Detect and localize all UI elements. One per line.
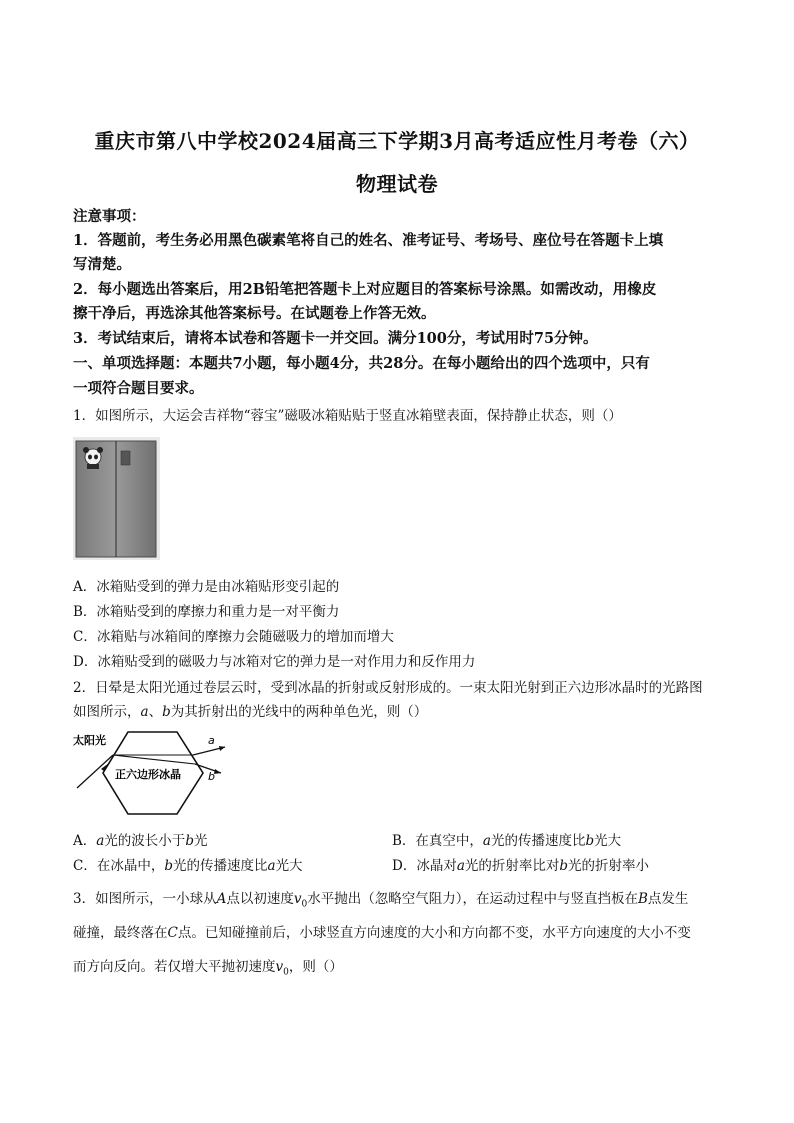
q2-option-a: A．a光的波长小于b光: [73, 833, 208, 849]
q2-stem-b: 如图所示，a、b为其折射出的光线中的两种单色光，则（）: [73, 704, 428, 720]
notice-item-2a: 2．每小题选出答案后，用2B铅笔把答题卡上对应题目的答案标号涂黑。如需改动，用橡皮: [73, 281, 657, 298]
notice-item-1a: 1．答题前，考生务必用黑色碳素笔将自己的姓名、准考证号、考场号、座位号在答题卡上填: [73, 232, 664, 249]
q1-stem: 1．如图所示，大运会吉祥物“蓉宝”磁吸冰箱贴贴于竖直冰箱壁表面，保持静止状态，则（）: [73, 408, 622, 424]
q3-line-1: 3．如图所示，一小球从A点以初速度$v_0$水平抛出（忽略空气阻力），在运动过程中与竖直挡板在B点发生: [73, 891, 689, 910]
q2-figure-ice-crystal: [73, 730, 233, 818]
sun-label: 太阳光: [73, 734, 106, 747]
q2-option-d: D．冰晶对a光的折射率比对b光的折射率小: [392, 858, 650, 874]
section-heading-a: 一、单项选择题：本题共7小题，每小题4分，共28分。在每小题给出的四个选项中，只有: [73, 355, 650, 372]
page-subtitle: 物理试卷: [356, 172, 438, 196]
q2-option-b: B．在真空中，a光的传播速度比b光大: [392, 833, 622, 849]
q3-line-2: 碰撞，最终落在C点。已知碰撞前后，小球竖直方向速度的大小和方向都不变，水平方向速度的大小不变: [73, 925, 691, 941]
crystal-label: 正六边形冰晶: [115, 768, 181, 781]
q1-option-b: B．冰箱贴受到的摩擦力和重力是一对平衡力: [73, 604, 340, 620]
page-title: 重庆市第八中学校2024届高三下学期3月高考适应性月考卷（六）: [94, 129, 700, 153]
q1-figure-fridge: [73, 437, 160, 560]
q1-option-a: A．冰箱贴受到的弹力是由冰箱贴形变引起的: [73, 579, 340, 595]
section-heading-b: 一项符合题目要求。: [73, 380, 204, 397]
q2-option-c: C．在冰晶中，b光的传播速度比a光大: [73, 858, 303, 874]
notice-heading: 注意事项：: [73, 208, 146, 225]
notice-item-1b: 写清楚。: [73, 256, 131, 273]
notice-item-2b: 擦干净后，再选涂其他答案标号。在试题卷上作答无效。: [73, 305, 436, 322]
q1-option-c: C．冰箱贴与冰箱间的摩擦力会随磁吸力的增加而增大: [73, 629, 394, 645]
ray-a-label: a: [208, 734, 215, 747]
notice-item-3: 3．考试结束后，请将本试卷和答题卡一并交回。满分100分，考试用时75分钟。: [73, 330, 598, 347]
q1-option-d: D．冰箱贴受到的磁吸力与冰箱对它的弹力是一对作用力和反作用力: [73, 654, 476, 670]
q2-stem-a: 2．日晕是太阳光通过卷层云时，受到冰晶的折射或反射形成的。一束太阳光射到正六边形冰晶时的光路图: [73, 680, 703, 696]
q3-line-3: 而方向反向。若仅增大平抛初速度$v_0$，则（）: [73, 959, 343, 978]
ray-b-label: b: [208, 770, 215, 783]
